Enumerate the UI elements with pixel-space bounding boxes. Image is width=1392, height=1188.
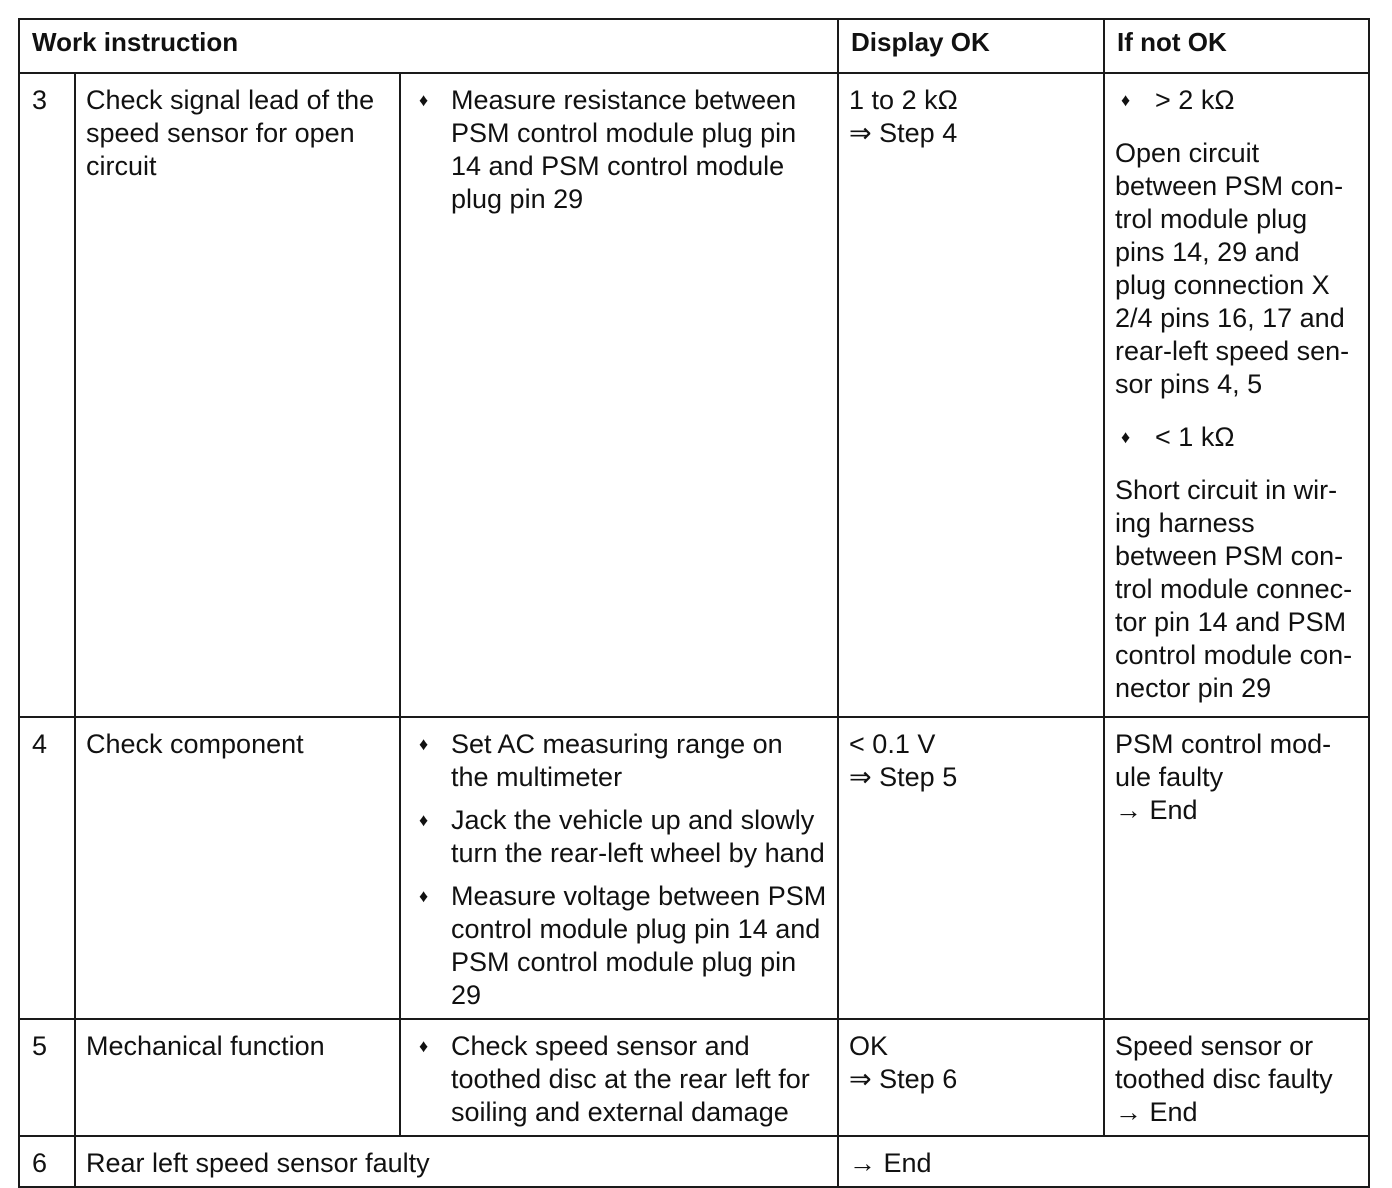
display-ok-next: ⇒ Step 4: [849, 118, 958, 148]
display-ok-value: OK: [849, 1031, 889, 1061]
fault-text: Speed sensor or toothed disc faulty: [1115, 1031, 1333, 1094]
instructions-cell: [400, 73, 838, 717]
instruction-item: ♦ Measure resistance between PSM control module plug pin 14 and PSM control module plug pin 29: [419, 85, 797, 214]
condition-high: ♦ > 2 kΩ: [1121, 85, 1235, 115]
instruction-item: ♦ Measure voltage between PSM control module plug pin 14 and PSM control module plug pin 29: [419, 881, 827, 1010]
if-not-ok-cell: [1104, 717, 1369, 1019]
step-number-cell: [19, 717, 75, 1019]
table-row: [19, 717, 1369, 1019]
table-header-row: [19, 19, 1369, 73]
check-title: Mechanical function: [86, 1031, 325, 1061]
display-ok-cell: [838, 1136, 1369, 1187]
check-title: Check signal lead of the speed sensor for open circuit: [86, 85, 375, 181]
fault-text: PSM control mod-ule faulty: [1115, 729, 1332, 792]
header-display-ok: Display OK: [838, 19, 1104, 73]
step-number: 4: [32, 729, 48, 759]
table-row: [19, 1019, 1369, 1136]
display-ok-cell: [838, 73, 1104, 717]
work-instruction-table: [18, 18, 1370, 1188]
display-ok-value: < 0.1 V: [849, 729, 936, 759]
if-not-ok-cell: [1104, 73, 1369, 717]
step-number: 5: [32, 1031, 48, 1061]
check-cell: [75, 1136, 838, 1187]
step-number: 3: [32, 85, 48, 115]
step-number: 6: [32, 1148, 48, 1178]
step-number-cell: [19, 1019, 75, 1136]
display-ok-next: ⇒ Step 5: [849, 762, 958, 792]
short-circuit-text: Short circuit in wir-ing harness between PSM con-trol module connec-tor pin 14 and PSM control module con-nector pin 29: [1115, 475, 1353, 703]
display-ok-cell: [838, 717, 1104, 1019]
display-ok-value: 1 to 2 kΩ: [849, 85, 958, 115]
diamond-bullet-icon: ♦: [419, 810, 429, 830]
condition-low: ♦ < 1 kΩ: [1121, 422, 1235, 452]
fault-next: → End: [1115, 1097, 1198, 1127]
table-row: [19, 73, 1369, 717]
instruction-item: ♦ Jack the vehicle up and slowly turn the rear-left wheel by hand: [419, 805, 825, 868]
check-cell: [75, 717, 400, 1019]
step-number-cell: [19, 73, 75, 717]
instructions-cell: [400, 1019, 838, 1136]
diamond-bullet-icon: ♦: [1121, 427, 1131, 447]
display-ok-next: → End: [849, 1148, 932, 1178]
check-title: Check component: [86, 729, 304, 759]
instructions-cell: [400, 717, 838, 1019]
diamond-bullet-icon: ♦: [419, 90, 429, 110]
diamond-bullet-icon: ♦: [419, 886, 429, 906]
check-cell: [75, 73, 400, 717]
diamond-bullet-icon: ♦: [1121, 90, 1131, 110]
display-ok-cell: [838, 1019, 1104, 1136]
step-number-cell: [19, 1136, 75, 1187]
display-ok-next: ⇒ Step 6: [849, 1064, 958, 1094]
fault-next: → End: [1115, 795, 1198, 825]
header-work-instruction: Work instruction: [19, 19, 838, 73]
table-row: [19, 1136, 1369, 1187]
diamond-bullet-icon: ♦: [419, 1036, 429, 1056]
open-circuit-text: Open circuit between PSM con-trol module plug pins 14, 29 and plug connection X 2/4 pins 16, 17 and rear-left speed sen-sor pins 4, 5: [1115, 138, 1350, 399]
if-not-ok-cell: [1104, 1019, 1369, 1136]
instruction-item: ♦ Check speed sensor and toothed disc at the rear left for soiling and external damage: [419, 1031, 810, 1127]
header-if-not-ok: If not OK: [1104, 19, 1369, 73]
check-title: Rear left speed sensor faulty: [86, 1148, 430, 1178]
instruction-item: ♦ Set AC measuring range on the multimeter: [419, 729, 783, 792]
check-cell: [75, 1019, 400, 1136]
diamond-bullet-icon: ♦: [419, 734, 429, 754]
